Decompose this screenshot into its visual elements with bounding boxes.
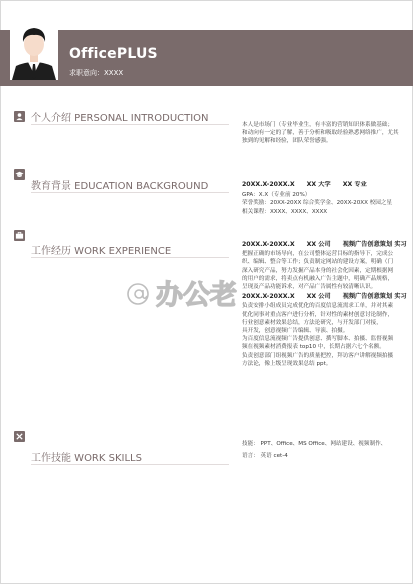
job-line: 方法论，像上级呈现效果总结 ppt。: [242, 360, 332, 367]
section-divider: [31, 192, 229, 193]
section-divider: [31, 464, 229, 465]
graduation-cap-icon: [14, 169, 25, 180]
section-divider: [31, 257, 229, 258]
job-period: 20XX.X-20XX.X: [242, 293, 295, 301]
skill-line: 语言： 英语 cet-4: [242, 453, 288, 460]
job-intent: 求职意向：XXXX: [69, 69, 124, 77]
education-major: XX 专业: [342, 181, 367, 188]
education-line: 相关课程：XXXX、XXXX、XXXX: [242, 208, 328, 215]
job-line: 把握正确的市场导向，在公司整体运营目标的指导下，完成公: [242, 251, 394, 258]
education-period: 20XX.X-20XX.X: [242, 181, 295, 188]
header-band: [0, 30, 413, 86]
job-line: 负责创意部门组视频广告的质量把控，拜访客户讲解视频拍摄: [242, 352, 394, 359]
job-line: 具开发，创意视频广告编辑、导演、拍摄。: [242, 328, 349, 335]
briefcase-icon: [14, 230, 25, 241]
intro-line: 独到的见解和经验，团队荣誉感强。: [242, 138, 332, 145]
tools-icon: [14, 431, 25, 442]
education-line: 荣誉奖励：20XX-20XX 综合奖学金、20XX-20XX 校园之星: [242, 200, 393, 207]
job-line: 频在视频素材消费报表 top10 中，长期占据六七个名额。: [242, 344, 385, 351]
intro-line: 本人是市场门（专业毕业生，有丰富的营销知识体系做基础；: [242, 122, 394, 128]
svg-text:办公老: 办公老: [156, 280, 237, 311]
section-title-intro: 个人介绍 PERSONAL INTRODUCTION: [31, 113, 209, 124]
section-divider: [31, 124, 229, 125]
job-company: XX 公司: [306, 241, 331, 248]
job-role: 视频广告创意策划 实习: [342, 293, 407, 301]
job-period: 20XX.X-20XX.X: [242, 241, 295, 248]
education-line: GPA：X.X（专业前 20%）: [242, 192, 311, 199]
section-title-skills: 工作技能 WORK SKILLS: [31, 453, 142, 464]
candidate-name: OfficePLUS: [69, 46, 158, 62]
watermark-logo: [124, 274, 314, 314]
job-company: XX 公司: [306, 293, 331, 301]
intro-content: [242, 121, 413, 146]
section-title-work: 工作经历 WORK EXPERIENCE: [31, 246, 172, 257]
education-head: [242, 181, 413, 189]
avatar: [10, 20, 58, 80]
job-line: 织、编辑、整合等工作；负责制定网站的建设方案，明确（门: [242, 259, 394, 266]
person-icon: [14, 111, 25, 122]
job-line: 行业创意素材效果总结，方法论研究，与开发部门对接，: [242, 319, 382, 326]
job-line: 优化同事对重点客户进行分析，针对性的素材创意讨论制作，: [242, 311, 394, 318]
job-role: 视频广告创意策划 实习: [342, 241, 407, 248]
skills-content: [242, 440, 413, 460]
job-line: 负责安排小组成员完成优化的百度信息流需求工单，并对其素: [242, 303, 394, 310]
education-content: [242, 181, 413, 216]
job-line: 深入研究产品，努力发掘产品本身的社会化因素，定期根据网: [242, 267, 394, 274]
intro-line: 和动向有一定的了解，善于分析和吸取经验熟悉网络推广，尤其: [242, 130, 399, 137]
education-school: XX 大学: [306, 181, 331, 188]
job-line: 呈现及产品功能诉求，对产品广告属性有较清晰认识。: [242, 284, 377, 291]
job-head: [242, 241, 413, 249]
job-line: 为百度信息流视频广告提供创意、撰写脚本、拍摄、监督视频: [242, 336, 394, 343]
skill-line: 技能： PPT、Office、MS Office、网站建设、视频制作、: [242, 441, 387, 447]
job-line: 的用户的需求，将卖点有机融入广告主题中，明确产品规格，: [242, 275, 394, 282]
section-title-education: 教育背景 EDUCATION BACKGROUND: [31, 181, 209, 192]
